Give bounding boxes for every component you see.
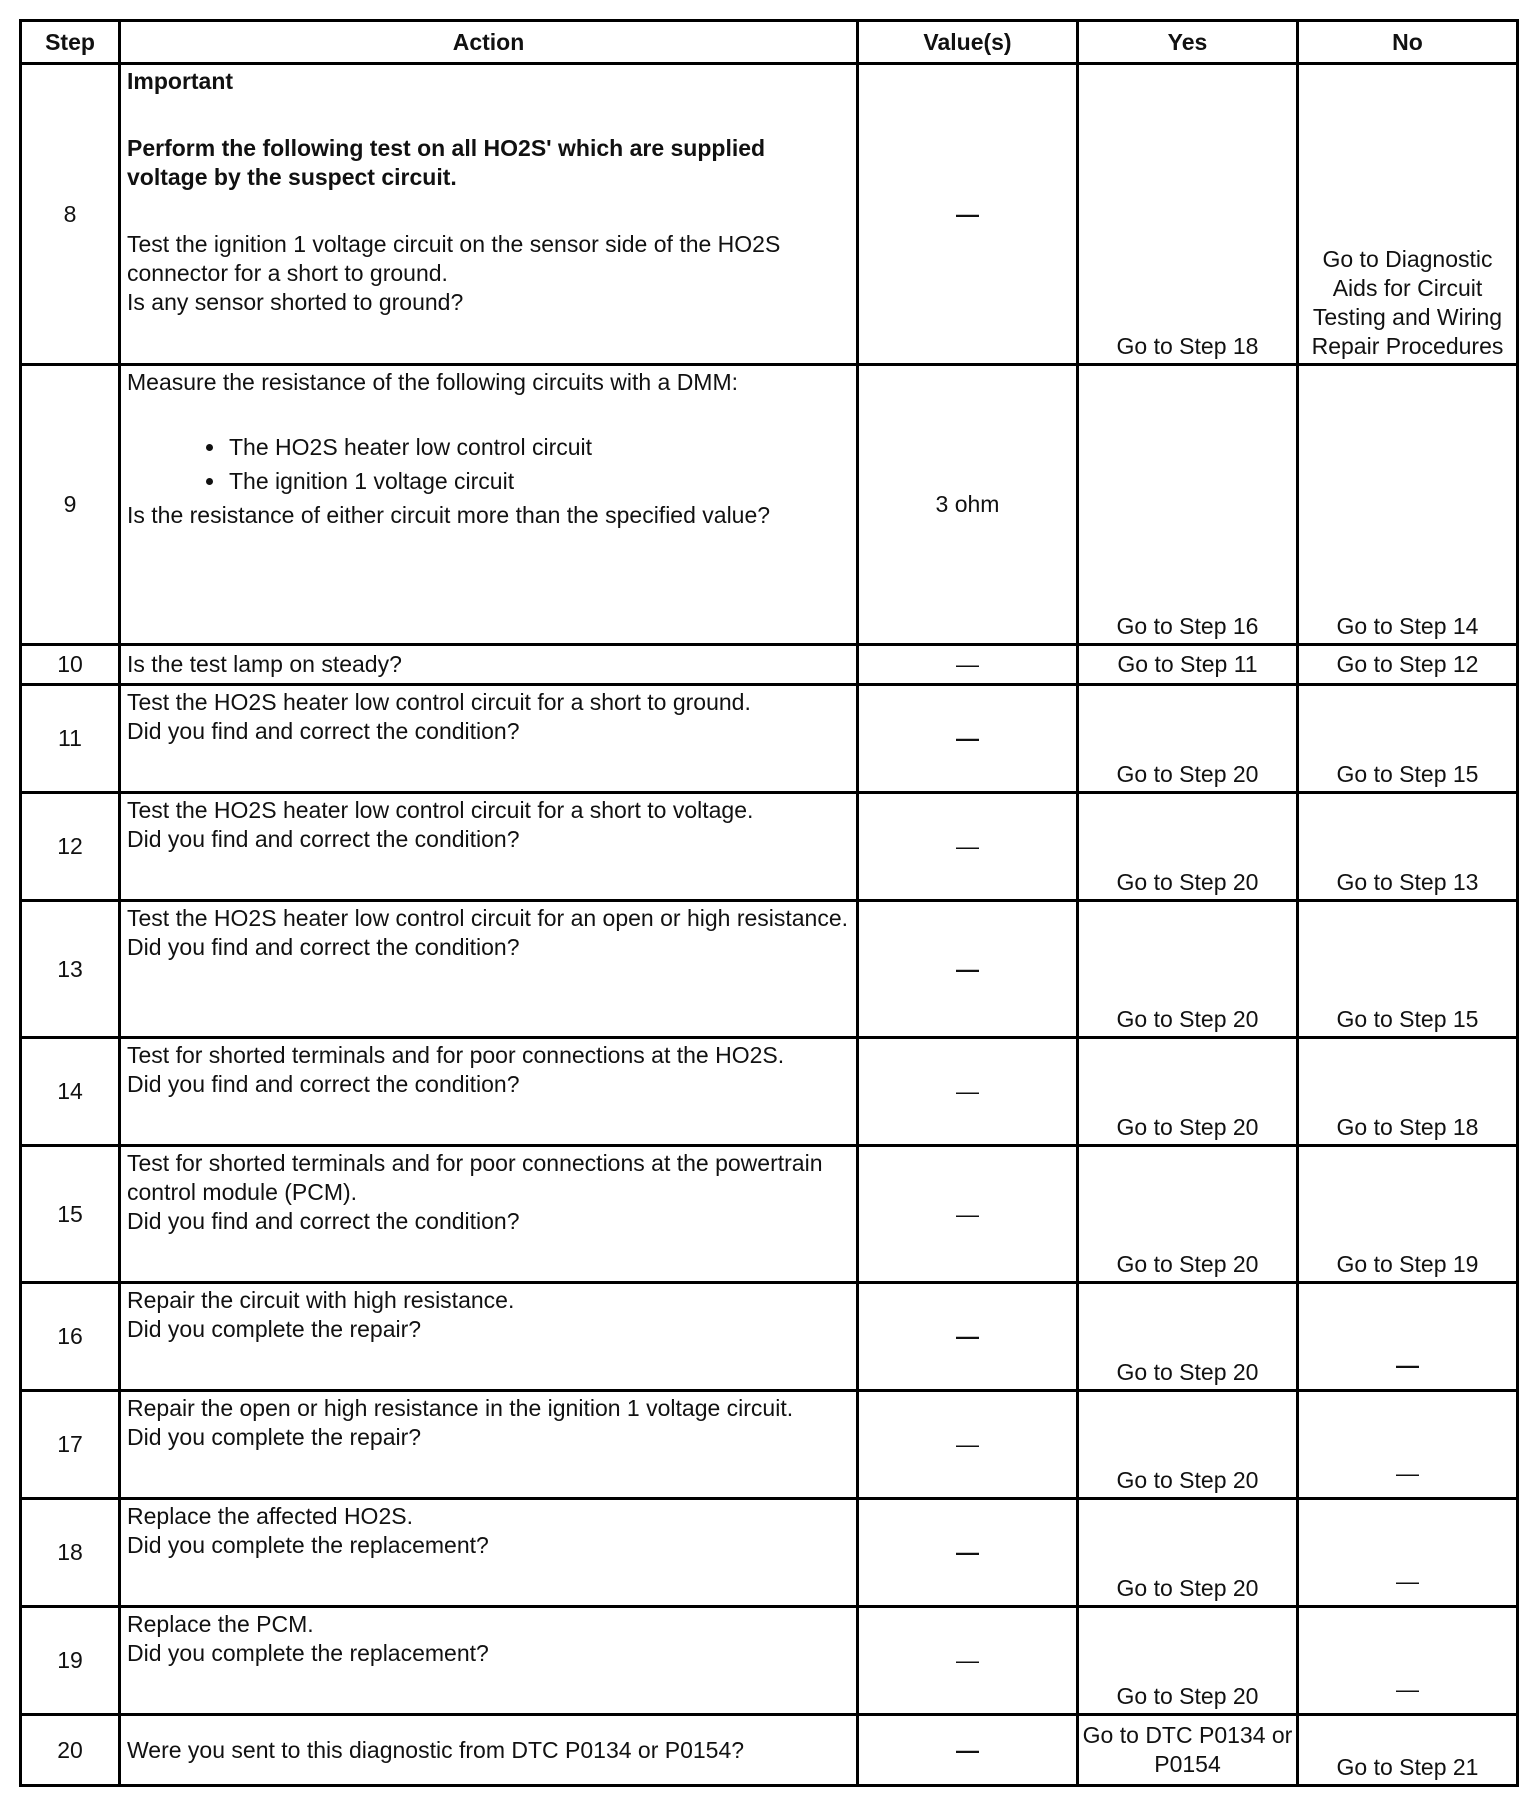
yes-cell: Go to DTC P0134 or P0154	[1078, 1715, 1298, 1786]
yes-cell: Go to Step 11	[1078, 645, 1298, 685]
action-cell	[120, 1146, 858, 1283]
table-row-step-9	[21, 365, 1518, 645]
no-cell: Go to Step 18	[1298, 1038, 1518, 1146]
value-cell: —	[858, 793, 1078, 901]
step-number: 19	[21, 1607, 120, 1715]
action-cell	[120, 1607, 858, 1715]
step-number: 10	[21, 645, 120, 685]
question-text: Did you complete the replacement?	[127, 1532, 489, 1558]
step-number: 15	[21, 1146, 120, 1283]
important-note: Perform the following test on all HO2S' which are supplied voltage by the suspect circuit.	[127, 135, 766, 190]
question-text: Were you sent to this diagnostic from DTC P0134 or P0154?	[127, 1736, 745, 1763]
list-item: • The HO2S heater low control circuit	[227, 433, 850, 462]
no-cell: Go to Step 12	[1298, 645, 1518, 685]
action-cell	[120, 793, 858, 901]
yes-cell: Go to Step 16	[1078, 365, 1298, 645]
step-number: 11	[21, 685, 120, 793]
table-row-step-14	[21, 1038, 1518, 1146]
no-cell: —	[1298, 1607, 1518, 1715]
action-cell	[120, 1283, 858, 1391]
step-number: 17	[21, 1391, 120, 1499]
value-cell: 3 ohm	[858, 365, 1078, 645]
question-text: Is any sensor shorted to ground?	[127, 289, 464, 315]
step-number: 20	[21, 1715, 120, 1786]
yes-cell: Go to Step 20	[1078, 1391, 1298, 1499]
question-text: Did you complete the repair?	[127, 1316, 422, 1342]
no-cell: Go to Step 19	[1298, 1146, 1518, 1283]
header-action: Action	[120, 21, 858, 64]
value-cell	[858, 901, 1078, 1038]
diagnostic-table-container	[19, 19, 1519, 1787]
no-cell: —	[1298, 1499, 1518, 1607]
step-number: 14	[21, 1038, 120, 1146]
important-label: Important	[127, 68, 234, 94]
header-row	[21, 21, 1518, 64]
header-yes: Yes	[1078, 21, 1298, 64]
value-cell	[858, 64, 1078, 365]
value-text: —	[956, 955, 979, 982]
table-row-step-8	[21, 64, 1518, 365]
question-text: Did you complete the replacement?	[127, 1640, 489, 1666]
no-cell: Go to Step 21	[1298, 1715, 1518, 1786]
table-row-step-13	[21, 901, 1518, 1038]
table-row-step-18	[21, 1499, 1518, 1607]
header-step: Step	[21, 21, 120, 64]
diagnostic-table	[19, 19, 1519, 1787]
header-no: No	[1298, 21, 1518, 64]
value-cell	[858, 1715, 1078, 1786]
no-cell: Go to Step 15	[1298, 901, 1518, 1038]
action-cell	[120, 64, 858, 365]
action-text: Test the ignition 1 voltage circuit on the sensor side of the HO2S connector for a short to ground.	[127, 231, 781, 286]
yes-cell: Go to Step 18	[1078, 64, 1298, 365]
yes-cell: Go to Step 20	[1078, 901, 1298, 1038]
question-text: Is the resistance of either circuit more than the specified value?	[127, 502, 771, 528]
yes-cell: Go to Step 20	[1078, 1038, 1298, 1146]
table-row-step-10	[21, 645, 1518, 685]
value-text: —	[956, 200, 979, 227]
action-cell	[120, 685, 858, 793]
yes-cell: Go to Step 20	[1078, 1146, 1298, 1283]
value-cell: —	[858, 1146, 1078, 1283]
no-cell: Go to Step 13	[1298, 793, 1518, 901]
value-cell: —	[858, 1391, 1078, 1499]
step-number: 16	[21, 1283, 120, 1391]
step-number: 13	[21, 901, 120, 1038]
no-cell: Go to Step 14	[1298, 365, 1518, 645]
no-cell: Go to Diagnostic Aids for Circuit Testing and Wiring Repair Procedures	[1298, 64, 1518, 365]
action-cell	[120, 1715, 858, 1786]
question-text: Is the test lamp on steady?	[127, 651, 402, 677]
action-text: Test the HO2S heater low control circuit for a short to ground.	[127, 689, 751, 715]
action-cell	[120, 365, 858, 645]
table-row-step-17	[21, 1391, 1518, 1499]
action-cell	[120, 1038, 858, 1146]
step-number: 12	[21, 793, 120, 901]
value-cell: —	[858, 645, 1078, 685]
action-text: Replace the PCM.	[127, 1611, 314, 1637]
value-cell	[858, 685, 1078, 793]
question-text: Did you find and correct the condition?	[127, 934, 520, 960]
question-text: Did you complete the repair?	[127, 1424, 422, 1450]
action-cell	[120, 901, 858, 1038]
action-text: Test the HO2S heater low control circuit for an open or high resistance.	[127, 905, 849, 931]
yes-cell: Go to Step 20	[1078, 1283, 1298, 1391]
action-text: Test for shorted terminals and for poor connections at the powertrain control module (PCM).	[127, 1150, 823, 1205]
header-values: Value(s)	[858, 21, 1078, 64]
action-text: Measure the resistance of the following circuits with a DMM:	[127, 369, 739, 395]
table-row-step-15	[21, 1146, 1518, 1283]
action-cell	[120, 1391, 858, 1499]
table-row-step-11	[21, 685, 1518, 793]
action-text: Replace the affected HO2S.	[127, 1503, 413, 1529]
value-text: —	[956, 1323, 979, 1349]
step-number: 9	[21, 365, 120, 645]
action-text: Repair the circuit with high resistance.	[127, 1287, 515, 1313]
no-cell	[1298, 1283, 1518, 1391]
action-cell	[120, 645, 858, 685]
yes-cell: Go to Step 20	[1078, 1607, 1298, 1715]
list-item: • The ignition 1 voltage circuit	[227, 467, 850, 496]
circuit-list	[127, 433, 850, 496]
action-text: Test the HO2S heater low control circuit for a short to voltage.	[127, 797, 754, 823]
yes-cell: Go to Step 20	[1078, 685, 1298, 793]
table-row-step-12	[21, 793, 1518, 901]
table-row-step-20	[21, 1715, 1518, 1786]
question-text: Did you find and correct the condition?	[127, 826, 520, 852]
value-text: —	[956, 1736, 979, 1763]
value-cell	[858, 1499, 1078, 1607]
value-cell: —	[858, 1038, 1078, 1146]
action-text: Repair the open or high resistance in the ignition 1 voltage circuit.	[127, 1395, 794, 1421]
step-number: 18	[21, 1499, 120, 1607]
question-text: Did you find and correct the condition?	[127, 1208, 520, 1234]
question-text: Did you find and correct the condition?	[127, 1071, 520, 1097]
yes-cell: Go to Step 20	[1078, 793, 1298, 901]
no-cell: Go to Step 15	[1298, 685, 1518, 793]
table-row-step-19	[21, 1607, 1518, 1715]
step-number: 8	[21, 64, 120, 365]
yes-cell: Go to Step 20	[1078, 1499, 1298, 1607]
value-text: —	[956, 725, 979, 751]
action-text: Test for shorted terminals and for poor connections at the HO2S.	[127, 1042, 785, 1068]
no-text: —	[1396, 1352, 1419, 1378]
table-row-step-16	[21, 1283, 1518, 1391]
no-cell: —	[1298, 1391, 1518, 1499]
value-cell	[858, 1283, 1078, 1391]
value-cell: —	[858, 1607, 1078, 1715]
value-text: —	[956, 1539, 979, 1565]
action-cell	[120, 1499, 858, 1607]
question-text: Did you find and correct the condition?	[127, 718, 520, 744]
